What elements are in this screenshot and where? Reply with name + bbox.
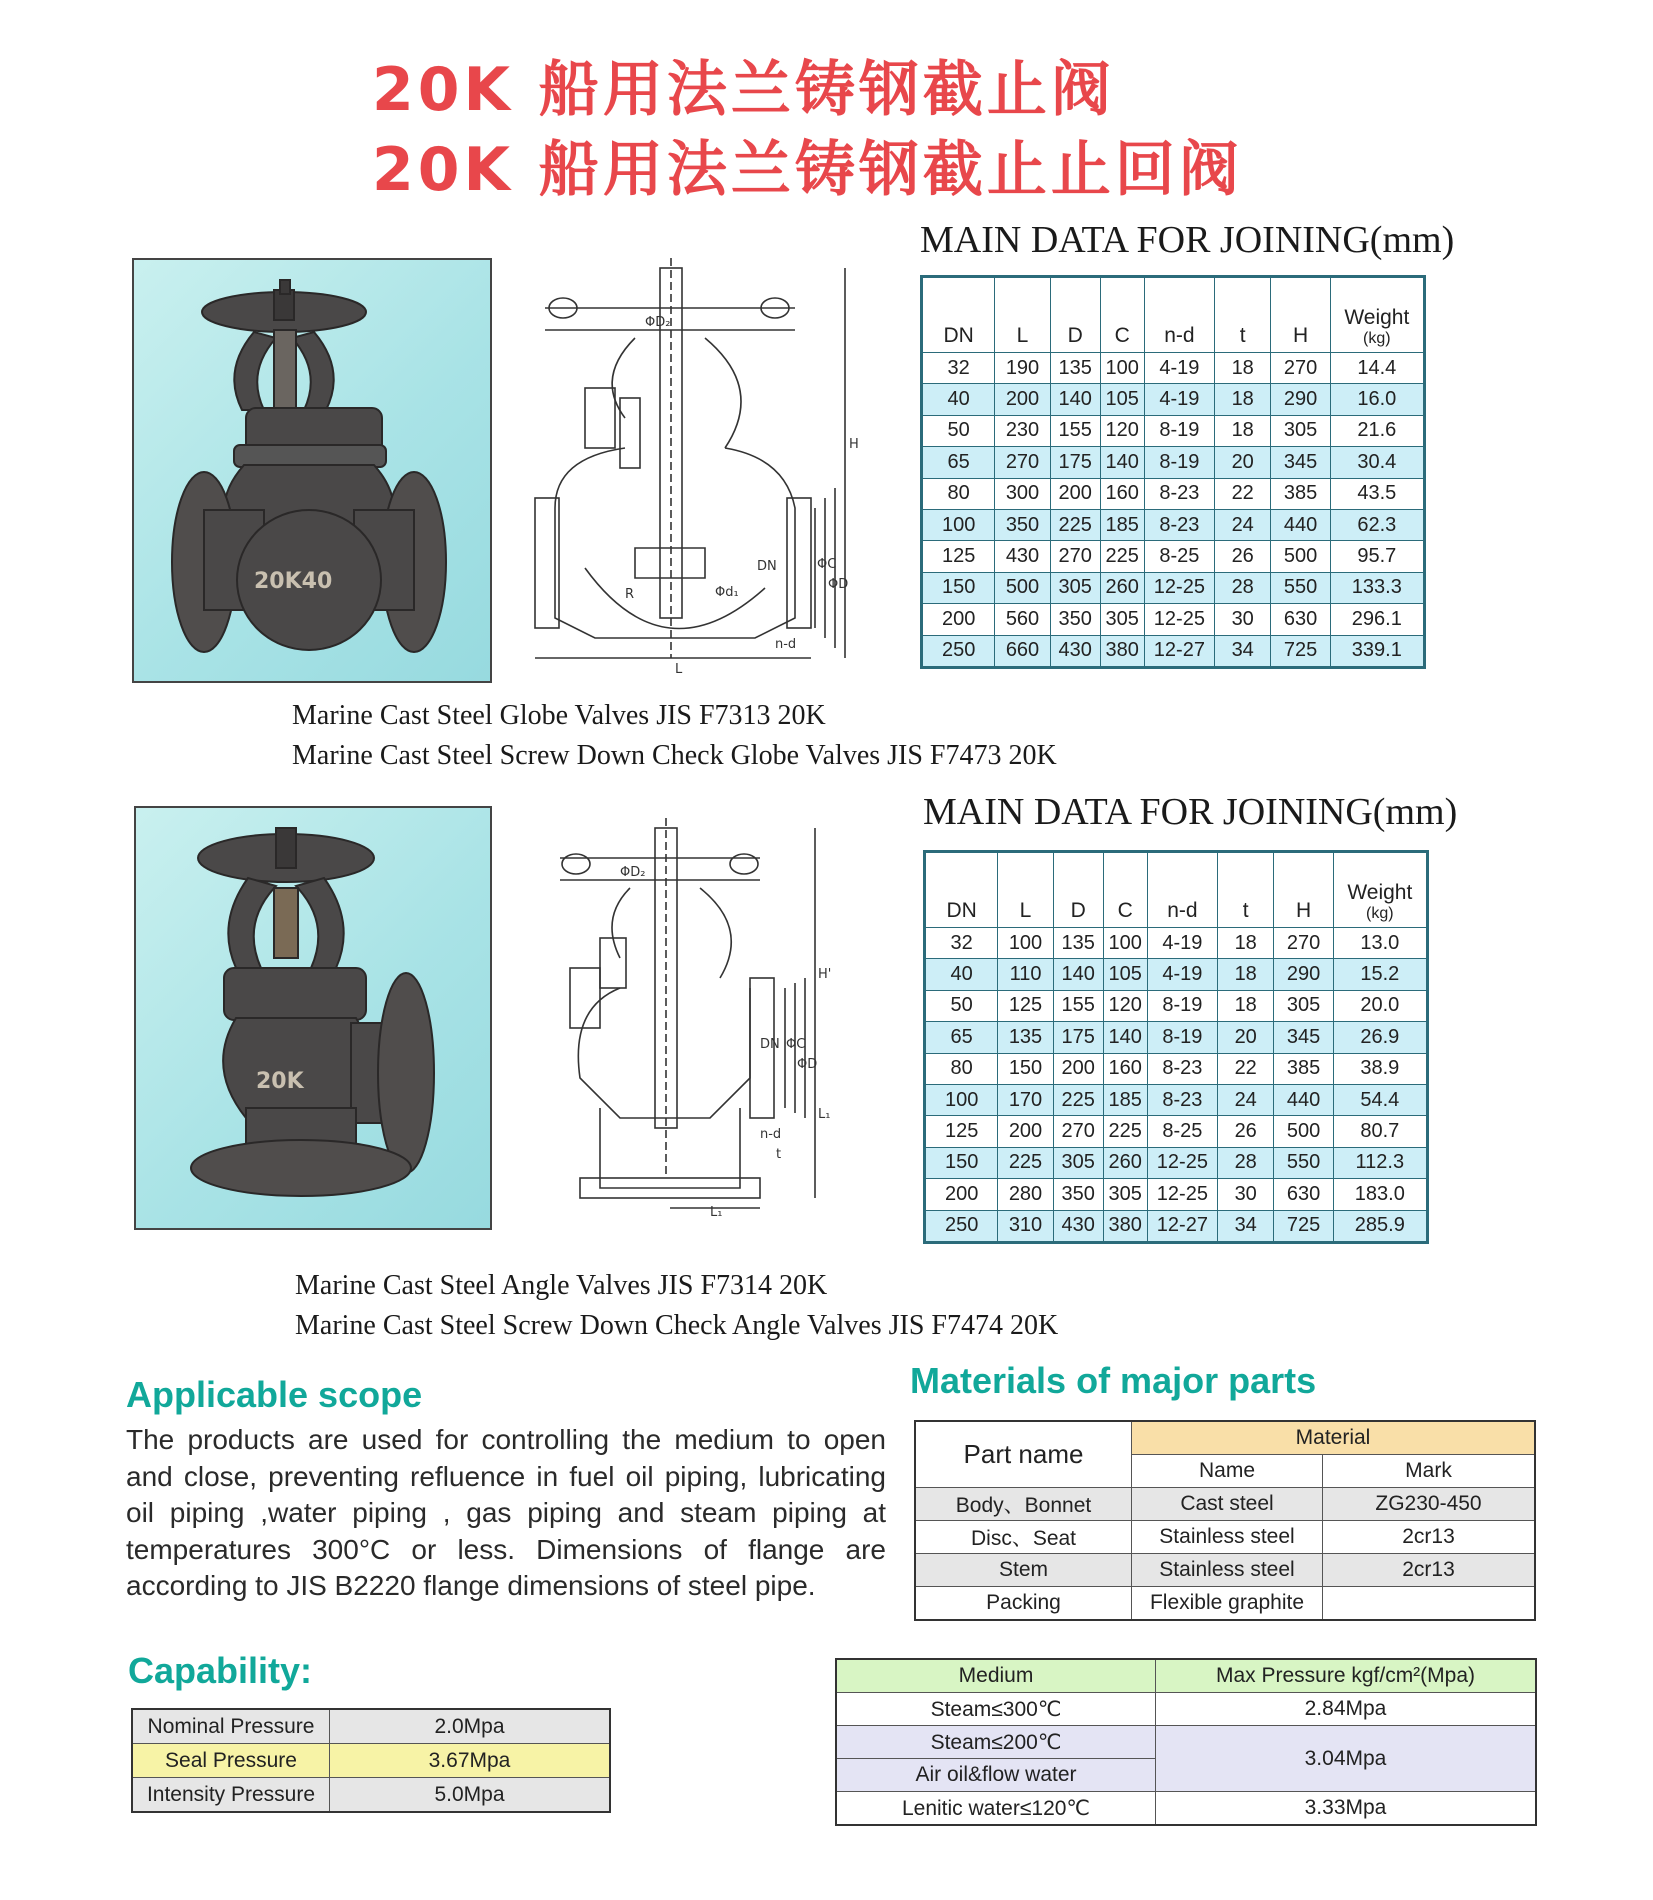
table-row (922, 509, 1425, 540)
table-cell: 100 (1100, 353, 1144, 384)
table-cell: Packing (915, 1587, 1132, 1621)
table-row (925, 990, 1428, 1021)
capability-row (132, 1709, 610, 1744)
table-cell: 150 (922, 572, 995, 603)
table-cell: 120 (1103, 990, 1147, 1021)
globe-data-table (920, 275, 1426, 669)
table-cell: 100 (998, 928, 1053, 959)
pressure-cell: 3.33Mpa (1156, 1792, 1537, 1826)
table-cell: 2cr13 (1323, 1554, 1536, 1587)
table-cell: 380 (1100, 635, 1144, 667)
angle-drawing-label-c: ΦC (786, 1037, 806, 1052)
table-row (925, 1084, 1428, 1115)
table-cell: 305 (1050, 572, 1100, 603)
header-l: L (995, 277, 1050, 353)
table-cell: Stainless steel (1132, 1521, 1323, 1554)
table-cell: 305 (1271, 415, 1330, 446)
table-cell: 183.0 (1333, 1179, 1427, 1210)
table-cell: 16.0 (1330, 384, 1424, 415)
table-cell: 305 (1053, 1147, 1103, 1178)
table-cell: 28 (1214, 572, 1271, 603)
table-cell: 200 (925, 1179, 998, 1210)
table-cell: 155 (1050, 415, 1100, 446)
table-cell: 26.9 (1333, 1022, 1427, 1053)
table-cell: 270 (995, 447, 1050, 478)
table-cell: 725 (1271, 635, 1330, 667)
angle-drawing-label-t: t (776, 1147, 782, 1162)
table-cell: Cast steel (1132, 1488, 1323, 1521)
pressure-cell: 2.84Mpa (1156, 1693, 1537, 1726)
table-cell: 225 (1103, 1116, 1147, 1147)
table-cell: 38.9 (1333, 1053, 1427, 1084)
globe-valve-drawing (525, 258, 885, 678)
angle-drawing-label-nd: n-d (760, 1127, 782, 1142)
drawing-label-nd: n-d (775, 637, 797, 652)
table-cell: 500 (995, 572, 1050, 603)
table-cell: 8-23 (1147, 1084, 1217, 1115)
angle-drawing-label-l: L₁ (710, 1205, 723, 1218)
part-name-header: Part name (915, 1421, 1132, 1488)
table-cell: 15.2 (1333, 959, 1427, 990)
table-cell: 290 (1271, 384, 1330, 415)
table-cell: 260 (1100, 572, 1144, 603)
table-cell: 120 (1100, 415, 1144, 446)
table-cell: 8-25 (1147, 1116, 1217, 1147)
table-cell: 20.0 (1333, 990, 1427, 1021)
table-cell: 200 (922, 604, 995, 635)
medium-cell: Steam≤300℃ (836, 1693, 1156, 1726)
table-cell: 80.7 (1333, 1116, 1427, 1147)
angle-drawing-label-d2: ΦD₂ (620, 865, 646, 880)
table-cell: 250 (922, 635, 995, 667)
header-dn: DN (922, 277, 995, 353)
globe-photo-mark: 20K40 (254, 569, 333, 594)
table-cell: 290 (1274, 959, 1333, 990)
globe-caption-1: Marine Cast Steel Globe Valves JIS F7313 20K (292, 700, 826, 731)
table-cell: 350 (995, 509, 1050, 540)
globe-caption-2: Marine Cast Steel Screw Down Check Globe Valves JIS F7473 20K (292, 740, 1057, 771)
table-row (925, 928, 1428, 959)
table-cell: 12-27 (1144, 635, 1214, 667)
table-cell: 270 (1274, 928, 1333, 959)
max-pressure-header: Max Pressure kgf/cm²(Mpa) (1156, 1659, 1537, 1693)
table-cell: 125 (998, 990, 1053, 1021)
capability-label: Intensity Pressure (132, 1778, 330, 1813)
header-nd: n-d (1144, 277, 1214, 353)
medium-cell: Steam≤200℃ (836, 1726, 1156, 1759)
table-cell: 22 (1217, 1053, 1274, 1084)
header-weight-label: Weight (1344, 306, 1410, 329)
table-cell: 105 (1103, 959, 1147, 990)
angle-drawing-label-h1: H' (818, 967, 832, 982)
table-cell: 440 (1274, 1084, 1333, 1115)
table-row (925, 959, 1428, 990)
table-row (922, 541, 1425, 572)
table-row (925, 1116, 1428, 1147)
header-t: t (1217, 852, 1274, 928)
table-cell: 125 (922, 541, 995, 572)
header-weight-unit: (kg) (1366, 905, 1394, 922)
table-cell: 21.6 (1330, 415, 1424, 446)
title-line-1: 20K 船用法兰铸钢截止阀 (372, 55, 1115, 125)
table-cell: 725 (1274, 1210, 1333, 1242)
table-cell: 8-23 (1144, 509, 1214, 540)
table-cell: 150 (925, 1147, 998, 1178)
table-cell: 20 (1217, 1022, 1274, 1053)
medium-header: Medium (836, 1659, 1156, 1693)
table-cell: 125 (925, 1116, 998, 1147)
drawing-label-d: ΦD (828, 577, 849, 592)
header-nd: n-d (1147, 852, 1217, 928)
table-cell: 135 (1050, 353, 1100, 384)
scope-title: Applicable scope (126, 1374, 423, 1415)
table-cell: 18 (1217, 990, 1274, 1021)
globe-table-heading: MAIN DATA FOR JOINING(mm) (920, 219, 1455, 261)
table-cell: 305 (1100, 604, 1144, 635)
table-cell: 430 (1053, 1210, 1103, 1242)
capability-row (132, 1744, 610, 1778)
drawing-label-d1: Φd₁ (715, 585, 739, 600)
table-cell: 30 (1214, 604, 1271, 635)
table-cell: 200 (998, 1116, 1053, 1147)
angle-table-header-row (925, 852, 1428, 928)
table-cell: 310 (998, 1210, 1053, 1242)
header-dn: DN (925, 852, 998, 928)
table-cell: 500 (1274, 1116, 1333, 1147)
table-cell: 155 (1053, 990, 1103, 1021)
table-cell: 385 (1271, 478, 1330, 509)
table-cell: 54.4 (1333, 1084, 1427, 1115)
table-cell: 4-19 (1144, 384, 1214, 415)
table-cell: 133.3 (1330, 572, 1424, 603)
title-line-2: 20K 船用法兰铸钢截止止回阀 (372, 135, 1243, 205)
table-cell: 160 (1100, 478, 1144, 509)
drawing-label-l: L (675, 662, 683, 677)
table-row (922, 447, 1425, 478)
table-cell: 270 (1050, 541, 1100, 572)
table-cell: 305 (1103, 1179, 1147, 1210)
header-h: H (1274, 852, 1333, 928)
table-row (925, 1022, 1428, 1053)
capability-table (131, 1708, 611, 1813)
header-l: L (998, 852, 1053, 928)
table-cell (1323, 1587, 1536, 1621)
table-cell: 80 (922, 478, 995, 509)
angle-drawing-label-d: ΦD (797, 1057, 818, 1072)
table-cell: 80 (925, 1053, 998, 1084)
table-cell: 40 (922, 384, 995, 415)
table-cell: 4-19 (1144, 353, 1214, 384)
table-cell: 30.4 (1330, 447, 1424, 478)
header-t: t (1214, 277, 1271, 353)
table-cell: 500 (1271, 541, 1330, 572)
capability-row (132, 1778, 610, 1813)
header-d: D (1050, 277, 1100, 353)
table-cell: 43.5 (1330, 478, 1424, 509)
table-cell: 40 (925, 959, 998, 990)
medium-row (836, 1693, 1536, 1726)
drawing-label-c: ΦC (817, 557, 837, 572)
drawing-label-r: R (625, 587, 635, 602)
table-cell: 350 (1053, 1179, 1103, 1210)
header-d: D (1053, 852, 1103, 928)
table-cell: 140 (1103, 1022, 1147, 1053)
table-cell: 185 (1103, 1084, 1147, 1115)
table-cell: 270 (1271, 353, 1330, 384)
table-cell: 4-19 (1147, 959, 1217, 990)
table-cell: 13.0 (1333, 928, 1427, 959)
header-c: C (1100, 277, 1144, 353)
drawing-label-h: H (849, 437, 859, 452)
table-cell: Flexible graphite (1132, 1587, 1323, 1621)
table-cell: 430 (995, 541, 1050, 572)
table-cell: 140 (1050, 384, 1100, 415)
drawing-label-d2: ΦD₂ (645, 315, 671, 330)
table-row (922, 384, 1425, 415)
table-cell: 100 (922, 509, 995, 540)
table-row (925, 1147, 1428, 1178)
table-cell: 34 (1214, 635, 1271, 667)
table-cell: Stem (915, 1554, 1132, 1587)
table-cell: 18 (1214, 353, 1271, 384)
table-cell: 62.3 (1330, 509, 1424, 540)
table-row (915, 1554, 1535, 1587)
pressure-cell: 3.04Mpa (1156, 1726, 1537, 1792)
table-row (915, 1587, 1535, 1621)
table-cell: 32 (922, 353, 995, 384)
table-cell: 12-25 (1147, 1147, 1217, 1178)
table-cell: 26 (1214, 541, 1271, 572)
header-weight-label: Weight (1347, 881, 1413, 904)
table-cell: 440 (1271, 509, 1330, 540)
table-cell: 430 (1050, 635, 1100, 667)
table-cell: 250 (925, 1210, 998, 1242)
table-cell: 200 (995, 384, 1050, 415)
table-row (925, 1210, 1428, 1242)
header-weight (1330, 277, 1424, 353)
angle-photo-mark: 20K (256, 1069, 304, 1094)
table-cell: 190 (995, 353, 1050, 384)
table-cell: 50 (922, 415, 995, 446)
table-cell: 32 (925, 928, 998, 959)
table-cell: Stainless steel (1132, 1554, 1323, 1587)
table-cell: 8-19 (1147, 990, 1217, 1021)
table-cell: 26 (1217, 1116, 1274, 1147)
table-cell: 630 (1274, 1179, 1333, 1210)
medium-header-row (836, 1659, 1536, 1693)
table-cell: 100 (1103, 928, 1147, 959)
table-row (922, 572, 1425, 603)
globe-valve-photo (132, 258, 492, 683)
table-row (922, 635, 1425, 667)
header-h: H (1271, 277, 1330, 353)
table-cell: 18 (1217, 928, 1274, 959)
medium-cell: Air oil&flow water (836, 1759, 1156, 1792)
table-row (925, 1179, 1428, 1210)
table-cell: 160 (1103, 1053, 1147, 1084)
table-cell: 14.4 (1330, 353, 1424, 384)
table-cell: 24 (1214, 509, 1271, 540)
angle-table-heading: MAIN DATA FOR JOINING(mm) (923, 791, 1458, 833)
table-cell: 305 (1274, 990, 1333, 1021)
table-cell: 20 (1214, 447, 1271, 478)
table-cell: 345 (1271, 447, 1330, 478)
table-cell: 8-25 (1144, 541, 1214, 572)
table-cell: 105 (1100, 384, 1144, 415)
table-cell: 12-27 (1147, 1210, 1217, 1242)
material-mark-header: Mark (1323, 1455, 1536, 1488)
materials-header-row (915, 1421, 1535, 1455)
table-cell: 200 (1053, 1053, 1103, 1084)
angle-drawing-label-l1: L₁ (818, 1107, 831, 1122)
table-cell: 175 (1050, 447, 1100, 478)
table-cell: 345 (1274, 1022, 1333, 1053)
angle-valve-drawing (560, 818, 860, 1218)
table-cell: 34 (1217, 1210, 1274, 1242)
capability-title: Capability: (128, 1650, 313, 1691)
materials-table (914, 1420, 1536, 1621)
table-cell: 135 (1053, 928, 1103, 959)
angle-caption-1: Marine Cast Steel Angle Valves JIS F7314 20K (295, 1270, 828, 1301)
table-cell: 225 (1100, 541, 1144, 572)
table-cell: Disc、Seat (915, 1521, 1132, 1554)
scope-text: The products are used for controlling the medium to open and close, preventing refluence in fuel oil piping, lubricating oil piping ,water piping , gas piping and steam piping at temperatures 300°C or less. Dimensions of flange are according to JIS B2220 flange dimensions of steel pipe. (126, 1424, 886, 1601)
table-cell: 12-25 (1147, 1179, 1217, 1210)
table-cell: 280 (998, 1179, 1053, 1210)
material-header: Material (1132, 1421, 1536, 1455)
table-cell: 135 (998, 1022, 1053, 1053)
table-cell: 100 (925, 1084, 998, 1115)
table-cell: 65 (922, 447, 995, 478)
header-weight-unit: (kg) (1363, 330, 1391, 347)
table-cell: 65 (925, 1022, 998, 1053)
angle-data-table (923, 850, 1429, 1244)
table-cell: 18 (1214, 415, 1271, 446)
table-cell: 12-25 (1144, 572, 1214, 603)
table-cell: 300 (995, 478, 1050, 509)
table-cell: 350 (1050, 604, 1100, 635)
table-cell: 12-25 (1144, 604, 1214, 635)
capability-label: Nominal Pressure (132, 1709, 330, 1744)
table-cell: 150 (998, 1053, 1053, 1084)
header-c: C (1103, 852, 1147, 928)
table-cell: 225 (1053, 1084, 1103, 1115)
table-cell: 339.1 (1330, 635, 1424, 667)
table-cell: 380 (1103, 1210, 1147, 1242)
table-cell: Body、Bonnet (915, 1488, 1132, 1521)
table-row (922, 604, 1425, 635)
table-cell: 95.7 (1330, 541, 1424, 572)
table-row (915, 1488, 1535, 1521)
capability-value: 2.0Mpa (330, 1709, 611, 1744)
table-row (922, 478, 1425, 509)
table-row (922, 353, 1425, 384)
table-cell: 260 (1103, 1147, 1147, 1178)
table-cell: 285.9 (1333, 1210, 1427, 1242)
angle-caption-2: Marine Cast Steel Screw Down Check Angle Valves JIS F7474 20K (295, 1310, 1059, 1341)
material-name-header: Name (1132, 1455, 1323, 1488)
materials-title: Materials of major parts (910, 1360, 1317, 1401)
table-cell: 8-23 (1144, 478, 1214, 509)
table-cell: 550 (1274, 1147, 1333, 1178)
angle-valve-photo (134, 806, 492, 1230)
header-weight (1333, 852, 1427, 928)
medium-pressure-table (835, 1658, 1537, 1826)
table-cell: 185 (1100, 509, 1144, 540)
medium-cell: Lenitic water≤120℃ (836, 1792, 1156, 1826)
table-cell: 18 (1214, 384, 1271, 415)
table-row (922, 415, 1425, 446)
table-cell: 225 (998, 1147, 1053, 1178)
table-cell: 630 (1271, 604, 1330, 635)
table-cell: 28 (1217, 1147, 1274, 1178)
table-cell: 296.1 (1330, 604, 1424, 635)
table-cell: 24 (1217, 1084, 1274, 1115)
medium-row (836, 1792, 1536, 1826)
angle-drawing-label-dn: DN (760, 1037, 780, 1052)
table-cell: 4-19 (1147, 928, 1217, 959)
table-cell: 270 (1053, 1116, 1103, 1147)
table-cell: 660 (995, 635, 1050, 667)
capability-value: 5.0Mpa (330, 1778, 611, 1813)
table-row (925, 1053, 1428, 1084)
capability-label: Seal Pressure (132, 1744, 330, 1778)
table-cell: 550 (1271, 572, 1330, 603)
capability-value: 3.67Mpa (330, 1744, 611, 1778)
table-cell: 18 (1217, 959, 1274, 990)
table-cell: 8-23 (1147, 1053, 1217, 1084)
globe-table-header-row (922, 277, 1425, 353)
table-cell: 140 (1100, 447, 1144, 478)
table-cell: 2cr13 (1323, 1521, 1536, 1554)
table-cell: 230 (995, 415, 1050, 446)
drawing-label-dn: DN (757, 559, 777, 574)
table-cell: 50 (925, 990, 998, 1021)
table-cell: 175 (1053, 1022, 1103, 1053)
table-cell: 8-19 (1144, 415, 1214, 446)
table-cell: 225 (1050, 509, 1100, 540)
table-cell: 140 (1053, 959, 1103, 990)
table-cell: 110 (998, 959, 1053, 990)
table-cell: 385 (1274, 1053, 1333, 1084)
table-cell: 170 (998, 1084, 1053, 1115)
table-cell: ZG230-450 (1323, 1488, 1536, 1521)
table-cell: 112.3 (1333, 1147, 1427, 1178)
table-cell: 30 (1217, 1179, 1274, 1210)
table-cell: 22 (1214, 478, 1271, 509)
table-cell: 8-19 (1147, 1022, 1217, 1053)
medium-row (836, 1726, 1536, 1759)
table-cell: 200 (1050, 478, 1100, 509)
table-cell: 8-19 (1144, 447, 1214, 478)
table-cell: 560 (995, 604, 1050, 635)
table-row (915, 1521, 1535, 1554)
